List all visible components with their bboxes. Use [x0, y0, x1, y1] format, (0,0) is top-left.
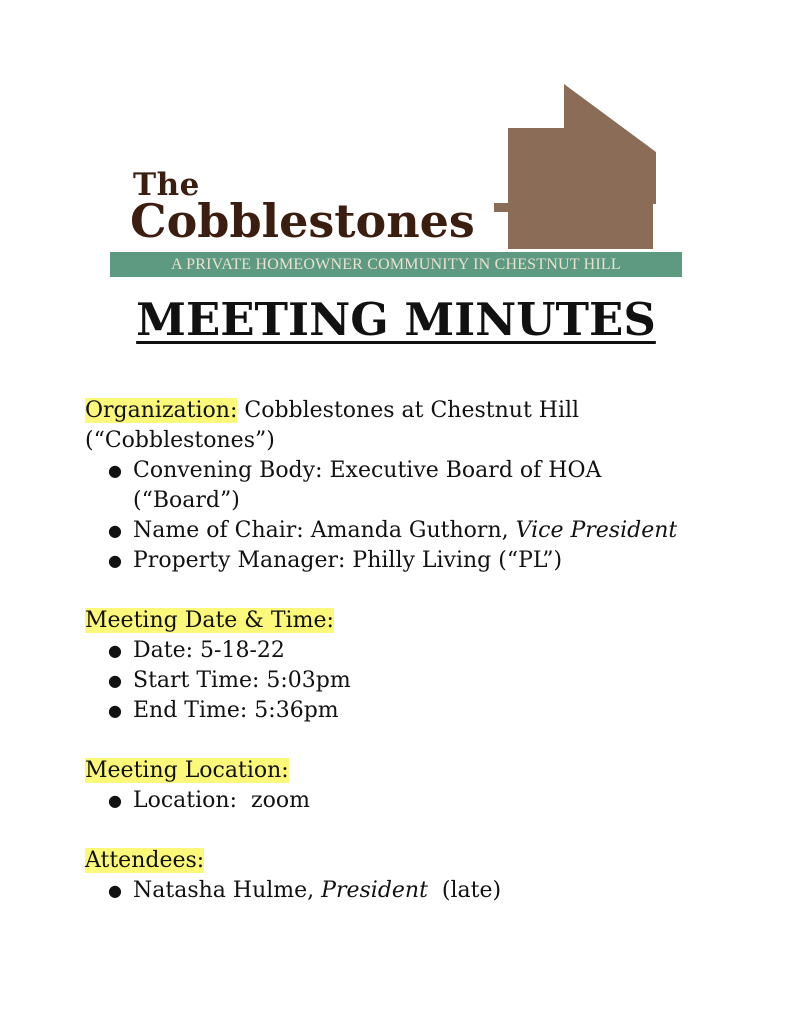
attendees-section: [85, 846, 725, 906]
page-title-text: MEETING MINUTES: [136, 293, 656, 346]
location-line: [85, 756, 725, 786]
cobblestones-logo: [0, 0, 792, 290]
organization-line: [85, 396, 725, 426]
datetime-list: [85, 636, 725, 726]
location-section: [85, 756, 725, 816]
chair-title: Vice President: [515, 518, 678, 543]
location-list: [85, 786, 725, 816]
attendee-name: Natasha Hulme,: [133, 878, 322, 903]
location-value: Location: zoom: [133, 788, 310, 813]
meeting-date: Date: 5-18-22: [133, 638, 285, 663]
list-item: [85, 456, 725, 516]
attendee-title: President: [321, 878, 428, 903]
logo-the: The: [133, 167, 200, 203]
property-manager: Property Manager: Philly Living (“PL”): [133, 548, 563, 573]
minutes-content: [85, 396, 725, 936]
list-item: [85, 636, 725, 666]
page-title: [0, 292, 792, 348]
convening-body: ● Convening Body: Executive Board of HOA (“Board”): [133, 458, 602, 513]
organization-value: Cobblestones at Chestnut Hill: [244, 398, 580, 423]
logo-name: Cobblestones: [130, 194, 475, 248]
house-icon: [490, 84, 660, 249]
attendees-label: Attendees:: [85, 848, 205, 873]
organization-alias: (“Cobblestones”): [85, 428, 275, 453]
organization-list: [85, 456, 725, 576]
location-label: Meeting Location:: [85, 758, 289, 783]
list-item: [85, 696, 725, 726]
list-item: [85, 516, 725, 546]
house-shape: [494, 84, 656, 249]
chair-name: Name of Chair: Amanda Guthorn,: [133, 518, 516, 543]
organization-section: [85, 396, 725, 576]
attendees-list: [85, 876, 725, 906]
logo-tagline: A PRIVATE HOMEOWNER COMMUNITY IN CHESTNUT HILL: [110, 252, 682, 277]
list-item: [85, 666, 725, 696]
datetime-section: [85, 606, 725, 726]
attendee-note: (late): [427, 878, 502, 903]
datetime-line: [85, 606, 725, 636]
list-item: [85, 786, 725, 816]
start-time: Start Time: 5:03pm: [133, 668, 351, 693]
organization-label: Organization:: [85, 398, 238, 423]
list-item: [85, 546, 725, 576]
attendees-line: [85, 846, 725, 876]
list-item: [85, 876, 725, 906]
datetime-label: Meeting Date & Time:: [85, 608, 334, 633]
end-time: End Time: 5:36pm: [133, 698, 339, 723]
